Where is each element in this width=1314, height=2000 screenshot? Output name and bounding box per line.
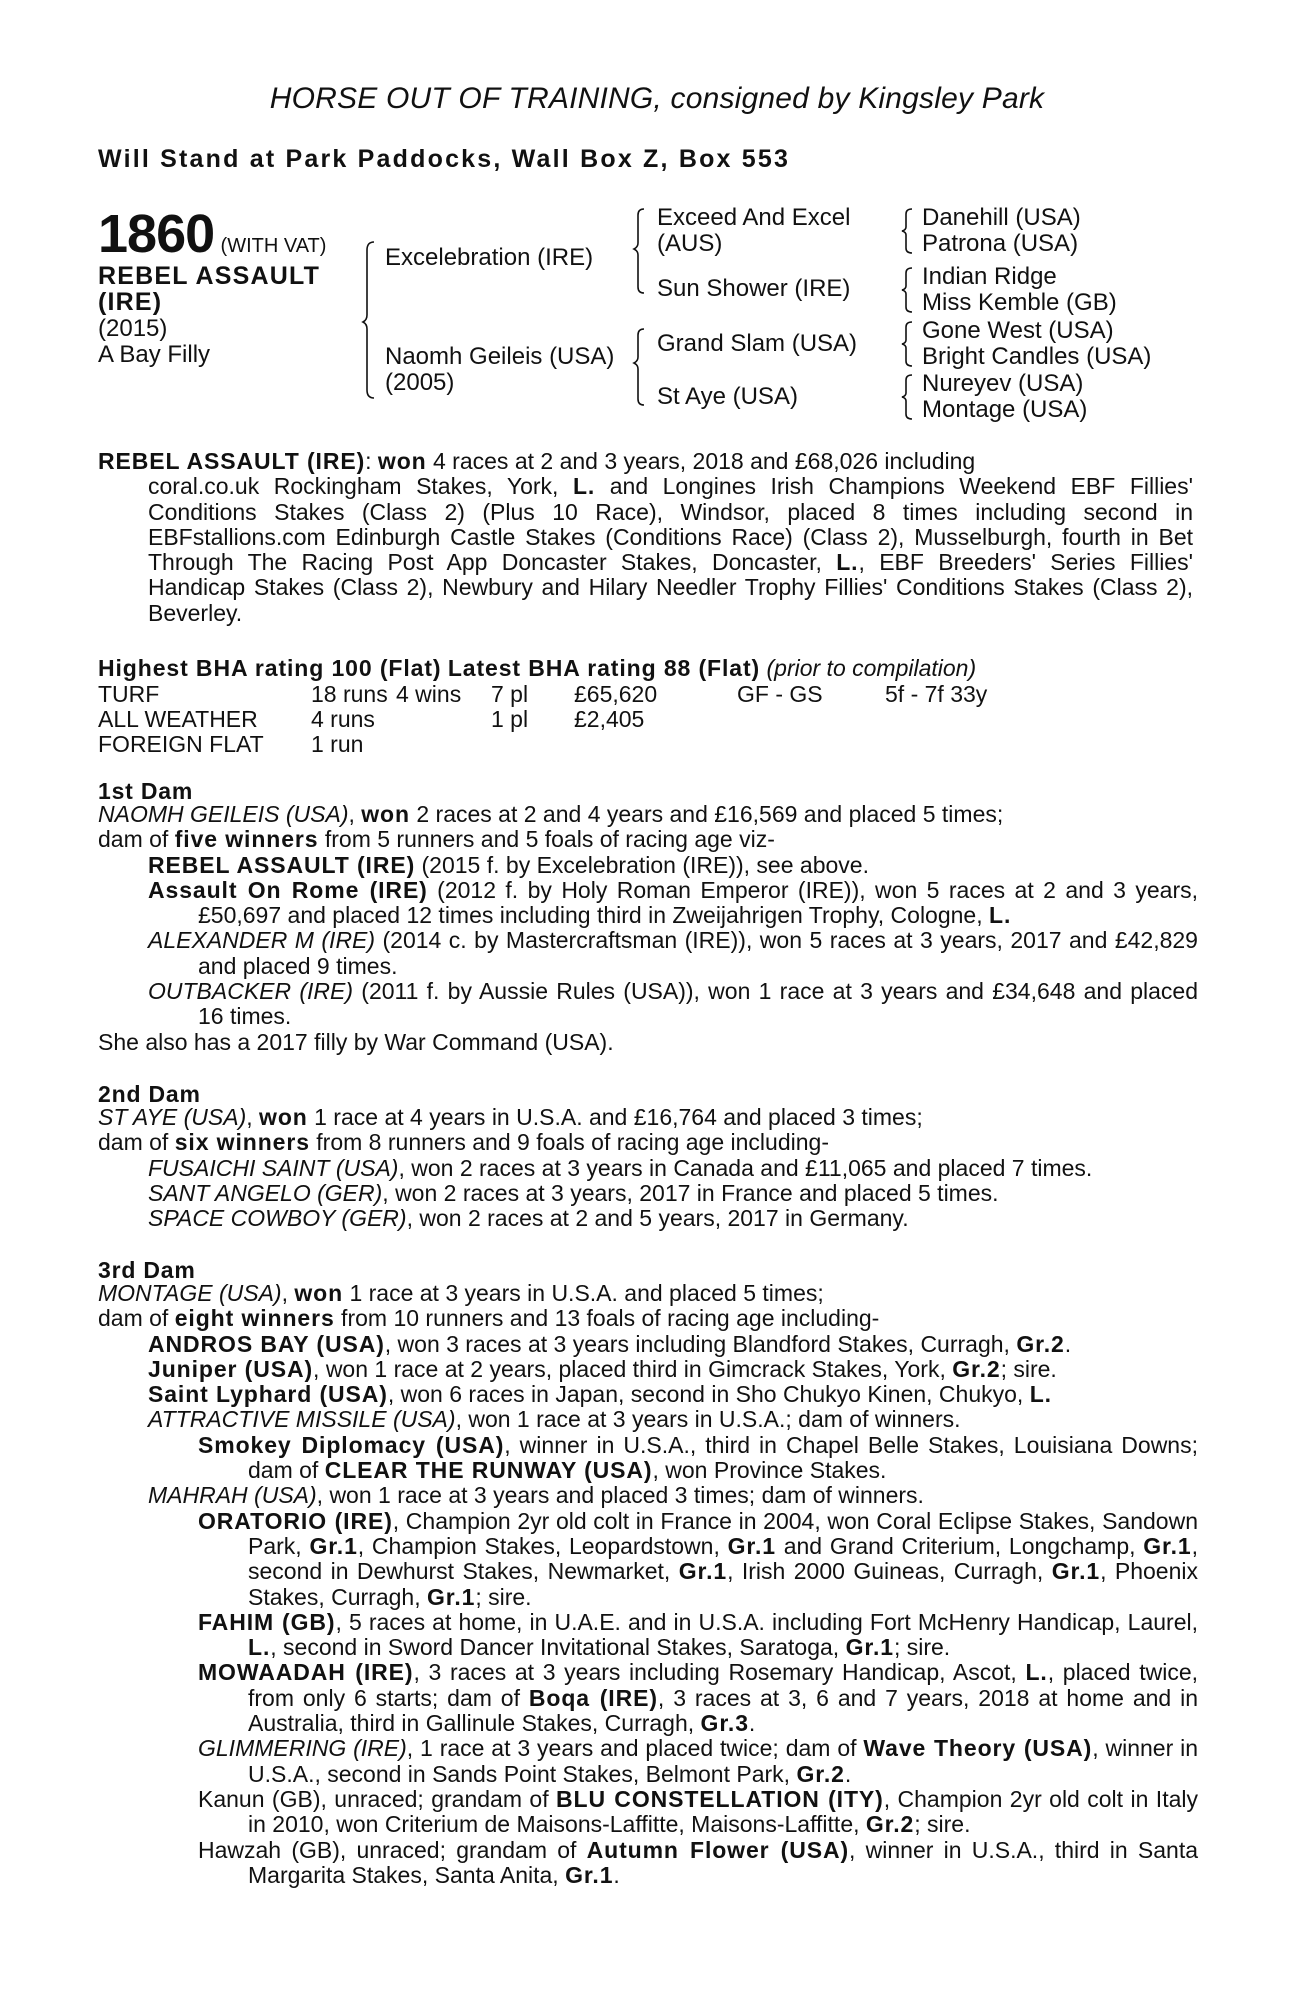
third-dam-foal-attractive-missile	[148, 1407, 1198, 1432]
grandfoal-fahim	[198, 1610, 1198, 1661]
foal-name: ORATORIO (IRE)	[198, 1507, 393, 1534]
pedigree-sire-dam: Sun Shower (IRE)	[657, 275, 851, 302]
foal-text: , winner in U.S.A., third in Chapel Belle Stakes, Louisiana Downs; dam of	[248, 1431, 1198, 1484]
foaling-year: (2015)	[98, 315, 168, 342]
first-dam-section	[98, 802, 1198, 1055]
race-summary	[98, 449, 1193, 626]
pedigree-sire: Excelebration (IRE)	[385, 244, 594, 271]
foal-name: FUSAICHI SAINT (USA)	[148, 1154, 399, 1181]
third-dam-foal-saint-lyphard	[148, 1382, 1198, 1407]
pedigree-g3-3: Indian Ridge	[922, 263, 1057, 290]
foal-name: SANT ANGELO (GER)	[148, 1179, 383, 1206]
foal-text: , 5 races at home, in U.A.E. and in U.S.A. including Fort McHenry Handicap, Laurel,	[335, 1608, 1198, 1635]
summary-continuation	[98, 474, 1193, 626]
foal-offspring-name: Autumn Flower (USA)	[586, 1836, 850, 1863]
record-wins: 4 wins	[396, 681, 462, 707]
rating-note: (prior to compilation)	[766, 655, 977, 681]
foal-text: Hawzah (GB), unraced; grandam of	[198, 1836, 587, 1863]
pedigree-bracket-g3-4	[902, 373, 916, 423]
pedigree-dam: Naomh Geileis (USA)	[385, 343, 615, 370]
third-dam-foal-juniper	[148, 1357, 1198, 1382]
foal-text: , winner in U.S.A., third in Santa Margarita Stakes, Santa Anita,	[248, 1836, 1199, 1888]
foal-name: FAHIM (GB)	[198, 1608, 336, 1635]
second-dam-section	[98, 1105, 1198, 1231]
grade-badge: Gr.2	[952, 1355, 1001, 1382]
third-dam-name: MONTAGE (USA)	[98, 1280, 282, 1306]
foal-name: Saint Lyphard (USA)	[148, 1381, 388, 1408]
pedigree-g3-2: Patrona (USA)	[922, 230, 1079, 257]
foal-name: REBEL ASSAULT (IRE)	[148, 851, 416, 878]
foal-text: (2015 f. by Excelebration (IRE)), see above.	[415, 851, 869, 878]
pedigree-bracket-sire	[634, 207, 648, 297]
grade-badge: Gr.1	[678, 1558, 728, 1585]
foal-text: (2014 c. by Mastercraftsman (IRE)), won 5 races at 3 years, 2017 and £42,829 and placed 9 times.	[198, 927, 1198, 979]
foal-name: OUTBACKER (IRE)	[148, 978, 354, 1005]
pedigree-dam-sire: Grand Slam (USA)	[657, 330, 858, 357]
third-dam-foal-mahrah	[148, 1483, 1198, 1508]
first-dam-title: 1st Dam	[98, 778, 194, 804]
foal-text: , won 2 races at 3 years in Canada and £11,065 and placed 7 times.	[398, 1154, 1093, 1181]
record-money: £2,405	[574, 706, 645, 732]
foal-text-end: ; sire.	[1000, 1355, 1057, 1382]
foal-listed: L.	[1025, 1659, 1048, 1686]
first-dam-record-text: 2 races at 2 and 4 years and £16,569 and placed 5 times;	[409, 801, 1004, 827]
foal-text: , second in Sword Dancer Invitational Stakes, Saratoga,	[270, 1634, 846, 1661]
third-dam-won: won	[294, 1280, 344, 1306]
foal-text: , Champion 2yr old colt in France in 2004, won Coral Eclipse Stakes, Sandown Park,	[248, 1507, 1198, 1559]
first-dam-won: won	[361, 801, 410, 827]
foal-name: MOWAADAH (IRE)	[198, 1659, 414, 1686]
foal-name: Assault On Rome (IRE)	[148, 876, 428, 903]
pedigree-g3-7: Nureyev (USA)	[922, 370, 1084, 397]
grade-badge: Gr.2	[796, 1760, 845, 1787]
summary-text-3: and Longines Irish Champions Weekend EBF Fillies' Conditions Stakes (Class 2) (Plus 10 Race), Windsor, placed 8 times including second in EBFstallions.com Edinburgh Castle Stakes (Conditions Race) (Class 2), Musselburgh, fourth in Bet Through The Racing Post App Doncaster Stakes, Doncaster,	[148, 473, 1193, 576]
foal-offspring-name: Wave Theory (USA)	[863, 1735, 1093, 1762]
record-placed: 1 pl	[491, 706, 529, 732]
pedigree-g3-5: Gone West (USA)	[922, 317, 1114, 344]
foal-offspring-name: BLU CONSTELLATION (ITY)	[556, 1785, 884, 1812]
lot-number-line	[98, 203, 326, 265]
foal-text: , Champion 2yr old colt in Italy in 2010, won Criterium de Maisons-Laffitte, Maisons-Laffitte,	[248, 1785, 1198, 1838]
foal-text: , won 1 race at 3 years and placed 3 times; dam of winners.	[316, 1482, 924, 1509]
third-dam-record-text: 1 race at 3 years in U.S.A. and placed 5 times;	[343, 1280, 824, 1306]
summary-listed-1: L.	[572, 473, 596, 500]
first-dam-record: NAOMH GEILEIS (USA), won 2 races at 2 and 4 years and £16,569 and placed 5 times;	[98, 801, 1004, 827]
summary-text-2: coral.co.uk Rockingham Stakes, York,	[148, 473, 573, 500]
grandfoal-kanun	[198, 1787, 1198, 1838]
foal-text-end: .	[1064, 1330, 1072, 1357]
foal-text: , 3 races at 3 years including Rosemary Handicap, Ascot,	[413, 1659, 1026, 1686]
foal-text: Kanun (GB), unraced; grandam of	[198, 1785, 557, 1812]
grandfoal-oratorio	[198, 1509, 1198, 1610]
record-runs: 18 runs	[311, 681, 388, 707]
second-dam-produce	[98, 1130, 1198, 1155]
third-dam-winners: eight winners	[174, 1305, 335, 1332]
summary-text-4: , EBF Breeders' Series Fillies' Handicap Stakes (Class 2), Newbury and Hilary Needler Trophy Fillies' Conditions Stakes (Class 2), Beverley.	[148, 549, 1193, 626]
record-going: GF - GS	[737, 681, 823, 707]
page-header: HORSE OUT OF TRAINING, consigned by Kingsley Park	[269, 82, 1045, 115]
foal-name: ANDROS BAY (USA)	[148, 1330, 385, 1357]
foal-name: ALEXANDER M (IRE)	[148, 927, 376, 954]
foal-text: , 3 races at 3, 6 and 7 years, 2018 at home and in Australia, third in Gallinule Stakes, Curragh,	[248, 1684, 1198, 1737]
foal-text: , winner in U.S.A., second in Sands Point Stakes, Belmont Park,	[248, 1735, 1199, 1787]
grade-badge: Gr.1	[426, 1583, 476, 1610]
pedigree-g3-4: Miss Kemble (GB)	[922, 289, 1117, 316]
foal-name: SPACE COWBOY (GER)	[148, 1205, 407, 1232]
stand-location: Will Stand at Park Paddocks, Wall Box Z, Box 553	[98, 145, 791, 173]
foal-listed: L.	[1029, 1381, 1052, 1408]
foal-text: , Irish 2000 Guineas, Curragh,	[727, 1558, 1052, 1585]
pedigree-bracket-g3-2	[902, 266, 916, 316]
record-runs: 1 run	[311, 731, 364, 757]
foal-name: Juniper (USA)	[148, 1355, 314, 1382]
foal-text: (2012 f. by Holy Roman Emperor (IRE)), won 5 races at 2 and 3 years, £50,697 and placed 12 times including third in Zweijahrigen Trophy, Cologne,	[198, 876, 1198, 929]
foal-text-end: .	[748, 1710, 756, 1737]
horse-name-suffix: (IRE)	[98, 288, 163, 316]
pedigree-sire-sire: Exceed And Excel	[657, 204, 851, 231]
grandfoal-mowaadah	[198, 1660, 1198, 1736]
second-dam-name: ST AYE (USA)	[98, 1104, 247, 1130]
grade-badge: Gr.1	[309, 1532, 358, 1559]
first-dam-winners: five winners	[174, 826, 319, 853]
third-dam-record: MONTAGE (USA), won 1 race at 3 years in U.S.A. and placed 5 times;	[98, 1280, 824, 1306]
foal-offspring-name: Boqa (IRE)	[528, 1684, 658, 1711]
second-dam-winners: six winners	[174, 1129, 310, 1156]
foal-text: , Champion Stakes, Leopardstown,	[357, 1532, 728, 1559]
third-dam-produce	[98, 1306, 1198, 1331]
summary-won: won	[377, 448, 427, 474]
pedigree-g3-8: Montage (USA)	[922, 396, 1088, 423]
second-dam-produce-pre: dam of	[98, 1129, 175, 1156]
record-distance: 5f - 7f 33y	[885, 681, 988, 707]
third-dam-foal-andros-bay	[148, 1332, 1198, 1357]
foal-name: ATTRACTIVE MISSILE (USA)	[148, 1406, 456, 1433]
horse-name: REBEL ASSAULT	[98, 262, 321, 290]
foal-text: , won 6 races in Japan, second in Sho Chukyo Kinen, Chukyo,	[387, 1381, 1030, 1408]
third-dam-produce-pre: dam of	[98, 1305, 175, 1332]
first-dam-name: NAOMH GEILEIS (USA)	[98, 801, 349, 827]
foal-listed: L.	[989, 902, 1012, 929]
foal-text: , won 2 races at 2 and 5 years, 2017 in Germany.	[406, 1205, 909, 1232]
vat-note: (WITH VAT)	[220, 235, 327, 257]
first-dam-produce	[98, 827, 1198, 852]
second-dam-title: 2nd Dam	[98, 1081, 201, 1107]
grade-badge: Gr.1	[1143, 1532, 1192, 1559]
first-dam-also: She also has a 2017 filly by War Command (USA).	[98, 1028, 614, 1055]
summary-text-1: 4 races at 2 and 3 years, 2018 and £68,026 including	[426, 448, 976, 474]
horse-description: A Bay Filly	[98, 341, 211, 368]
second-dam-foal-2	[148, 1181, 1198, 1206]
rating-latest: Latest BHA rating 88 (Flat)	[447, 655, 761, 681]
pedigree-dam-year: (2005)	[385, 369, 455, 396]
foal-text-end: .	[844, 1760, 852, 1787]
second-dam-record: ST AYE (USA), won 1 race at 4 years in U.S.A. and £16,764 and placed 3 times;	[98, 1104, 923, 1130]
foal-text: , won 1 race at 3 years in U.S.A.; dam of winners.	[455, 1406, 961, 1433]
rating-highest: Highest BHA rating 100 (Flat)	[98, 655, 442, 681]
record-surface: ALL WEATHER	[98, 706, 258, 732]
third-dam-title: 3rd Dam	[98, 1257, 196, 1283]
summary-colon: :	[365, 448, 378, 474]
foal-text: , placed twice, from only 6 starts; dam of	[248, 1659, 1199, 1711]
foal-text-end: ; sire.	[893, 1634, 951, 1661]
foal-text: , Phoenix Stakes, Curragh,	[248, 1558, 1198, 1610]
pedigree-bracket-g3-3	[902, 320, 916, 370]
grade-badge: Gr.2	[1016, 1330, 1065, 1357]
record-surface: TURF	[98, 681, 160, 707]
pedigree-bracket-main	[364, 240, 378, 400]
foal-text: , second in Dewhurst Stakes, Newmarket,	[248, 1532, 1199, 1585]
foal-name: Smokey Diplomacy (USA)	[198, 1431, 505, 1458]
foal-name: MAHRAH (USA)	[148, 1482, 317, 1509]
foal-name: GLIMMERING (IRE)	[198, 1735, 407, 1762]
third-dam-produce-text: from 10 runners and 13 foals of racing age including-	[334, 1305, 880, 1332]
pedigree-bracket-dam	[634, 327, 648, 417]
foal-text: and Grand Criterium, Longchamp,	[775, 1532, 1144, 1559]
second-dam-foal-1	[148, 1156, 1198, 1181]
foal-text: (2011 f. by Aussie Rules (USA)), won 1 race at 3 years and £34,648 and placed 16 times.	[198, 978, 1199, 1030]
foal-text-end: ; sire.	[475, 1583, 532, 1610]
first-dam-foal-4	[148, 979, 1198, 1030]
rating-line	[98, 655, 976, 682]
pedigree-sire-sire-suffix: (AUS)	[657, 230, 723, 257]
second-dam-record-text: 1 race at 4 years in U.S.A. and £16,764 and placed 3 times;	[307, 1104, 923, 1130]
grade-badge: Gr.1	[565, 1861, 614, 1888]
summary-listed-2: L.	[836, 549, 859, 576]
foal-listed: L.	[248, 1634, 271, 1661]
third-dam-section	[98, 1281, 1198, 1888]
grade-badge: Gr.3	[700, 1710, 749, 1737]
foal-text-end: .	[613, 1861, 620, 1888]
pedigree-g3-6: Bright Candles (USA)	[922, 343, 1152, 370]
lot-number: 1860	[98, 204, 215, 264]
first-dam-produce-text: from 5 runners and 5 foals of racing age viz-	[318, 826, 775, 853]
foal-offspring-name: CLEAR THE RUNWAY (USA)	[324, 1457, 653, 1484]
record-runs: 4 runs	[311, 706, 375, 732]
foal-text: , won 3 races at 3 years including Blandford Stakes, Curragh,	[384, 1330, 1017, 1357]
record-placed: 7 pl	[491, 681, 529, 707]
foal-text: , 1 race at 3 years and placed twice; dam of	[406, 1735, 864, 1762]
foal-text-end: ; sire.	[914, 1811, 971, 1838]
record-surface: FOREIGN FLAT	[98, 731, 264, 757]
grade-badge: Gr.1	[845, 1634, 894, 1661]
grandfoal-glimmering	[198, 1736, 1198, 1787]
grade-badge: Gr.1	[1051, 1558, 1101, 1585]
first-dam-foal-1	[148, 853, 1198, 878]
first-dam-foal-2	[148, 878, 1198, 929]
second-dam-foal-3	[148, 1206, 1198, 1231]
first-dam-foal-3	[148, 928, 1198, 979]
record-money: £65,620	[574, 681, 658, 707]
summary-horse-name: REBEL ASSAULT (IRE)	[98, 448, 366, 474]
first-dam-produce-pre: dam of	[98, 826, 175, 853]
foal-text-end: , won Province Stakes.	[652, 1457, 887, 1484]
pedigree-dam-dam: St Aye (USA)	[657, 383, 798, 410]
foal-text: , won 1 race at 2 years, placed third in Gimcrack Stakes, York,	[313, 1355, 953, 1382]
foal-text: , won 2 races at 3 years, 2017 in France and placed 5 times.	[382, 1179, 999, 1206]
grandfoal-hawzah	[198, 1838, 1198, 1889]
pedigree-g3-1: Danehill (USA)	[922, 204, 1081, 231]
pedigree-bracket-g3-1	[902, 207, 916, 257]
grade-badge: Gr.1	[727, 1532, 776, 1559]
grandfoal-smokey-diplomacy	[198, 1433, 1198, 1484]
grade-badge: Gr.2	[865, 1811, 915, 1838]
second-dam-won: won	[259, 1104, 308, 1130]
second-dam-produce-text: from 8 runners and 9 foals of racing age including-	[309, 1129, 829, 1156]
